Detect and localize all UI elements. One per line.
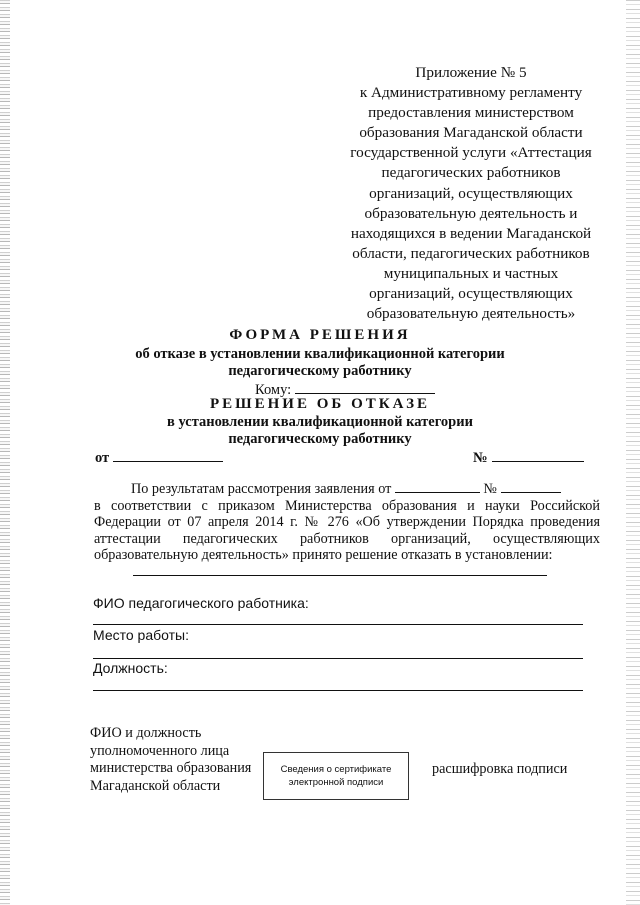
category-field[interactable] (133, 575, 547, 576)
recipient-field[interactable] (295, 379, 435, 394)
appendix-line: к Административному регламенту (359, 84, 583, 102)
scan-edge-left (0, 0, 10, 905)
scan-edge-right (626, 0, 640, 905)
decision-number-row (473, 447, 584, 467)
appendix-line: педагогических работников (381, 164, 561, 182)
form-subtitle: педагогическому работнику (228, 363, 412, 379)
form-subtitle: об отказе в установлении квалификационной категории (135, 346, 505, 362)
signatory-block (90, 725, 251, 795)
certificate-line: электронной подписи (288, 777, 384, 788)
appendix-line: государственной услуги «Аттестация (350, 144, 592, 162)
decision-subtitle: педагогическому работнику (228, 431, 412, 447)
decision-title: РЕШЕНИЕ ОБ ОТКАЗЕ (210, 396, 430, 412)
decision-text: в соответствии с приказом Министерства образования и науки Российской Федерации от 07 апреля 2014 г. № 276 «Об утверждении Порядка проведения аттестации педагогических работников организаций, осуществляющих образовательную деятельность» принято решение отказать в установлении: (94, 497, 600, 564)
decision-subtitle: в установлении квалификационной категории (167, 414, 473, 430)
appendix-line: образовательную деятельность и (364, 204, 578, 222)
recipient-label: Кому: (255, 382, 292, 398)
signatory-line: уполномоченного лица (90, 742, 230, 759)
number-field[interactable] (492, 447, 584, 462)
number-label: № (473, 450, 488, 466)
appendix-number: Приложение № 5 (415, 64, 527, 81)
date-label: от (95, 450, 110, 466)
appendix-line: области, педагогических работников (352, 244, 590, 262)
workplace-field[interactable] (93, 658, 583, 659)
application-label: По результатам рассмотрения заявления от (131, 481, 392, 497)
application-number-label: № (483, 481, 497, 497)
position-label: Должность: (93, 660, 168, 676)
position-field[interactable] (93, 690, 583, 691)
appendix-header (340, 63, 602, 324)
signatory-line: Магаданской области (90, 777, 221, 794)
certificate-line: Сведения о сертификате (280, 764, 392, 775)
appendix-line: муниципальных и частных (383, 264, 559, 282)
form-title: ФОРМА РЕШЕНИЯ (229, 327, 411, 343)
decision-date-row (95, 447, 223, 467)
signatory-line: ФИО и должность (90, 725, 202, 741)
application-number-field[interactable] (501, 480, 561, 493)
appendix-line: предоставления министерством (368, 104, 574, 122)
appendix-line: находящихся в ведении Магаданской (350, 224, 592, 242)
application-line (94, 480, 600, 498)
workplace-label: Место работы: (93, 627, 189, 643)
appendix-line: организаций, осуществляющих (369, 285, 573, 303)
certificate-box (263, 752, 409, 800)
signature-decode: расшифровка подписи (432, 761, 568, 777)
fio-field[interactable] (93, 624, 583, 625)
decision-body (94, 480, 600, 564)
appendix-line: организаций, осуществляющих (369, 184, 573, 202)
appendix-line: образования Магаданской области (359, 124, 583, 142)
signatory-line: министерства образования (90, 760, 252, 777)
date-field[interactable] (113, 447, 223, 462)
appendix-line: образовательную деятельность» (366, 305, 576, 323)
application-date-field[interactable] (395, 480, 480, 493)
fio-label: ФИО педагогического работника: (93, 595, 309, 611)
